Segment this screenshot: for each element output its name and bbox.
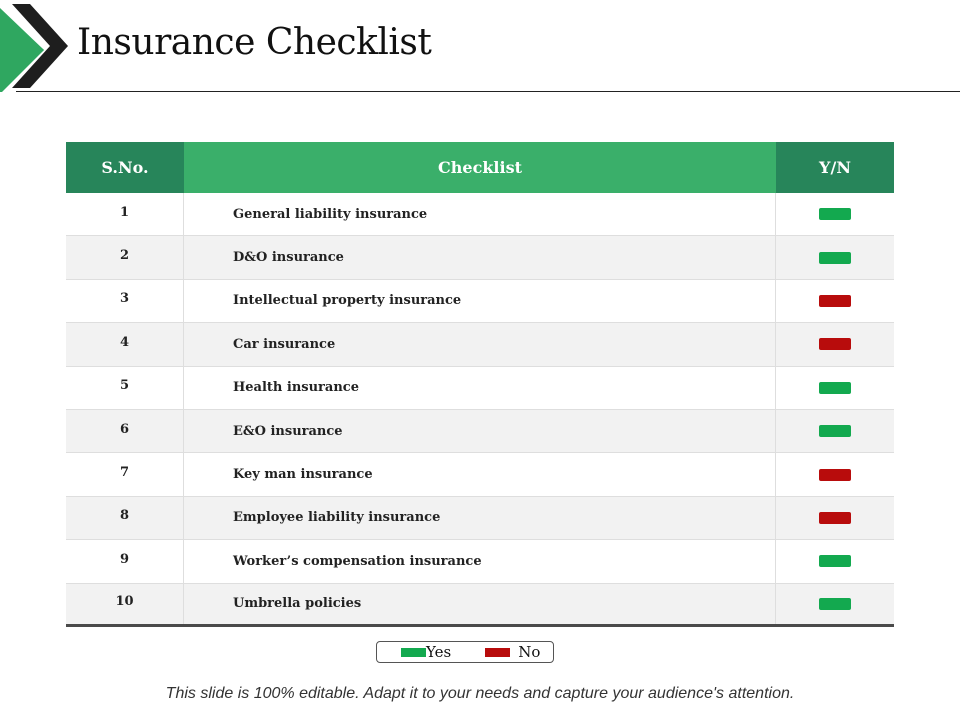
row-checklist-item: Key man insurance — [184, 453, 776, 495]
table-row — [66, 584, 894, 627]
header-checklist: Checklist — [184, 142, 776, 193]
status-yes-indicator — [819, 598, 851, 610]
table-row — [66, 497, 894, 540]
row-sno: 6 — [66, 410, 184, 452]
status-no-indicator — [819, 469, 851, 481]
row-sno: 7 — [66, 453, 184, 495]
status-no-indicator — [819, 338, 851, 350]
table-row — [66, 453, 894, 496]
row-checklist-item: Intellectual property insurance — [184, 280, 776, 322]
status-no-indicator — [819, 295, 851, 307]
row-checklist-item: E&O insurance — [184, 410, 776, 452]
table-header — [66, 142, 894, 193]
row-checklist-item: D&O insurance — [184, 236, 776, 278]
status-yes-indicator — [819, 208, 851, 220]
table-row — [66, 236, 894, 279]
status-yes-indicator — [819, 425, 851, 437]
row-status-cell — [776, 584, 894, 624]
row-sno: 1 — [66, 193, 184, 235]
header-yn: Y/N — [776, 142, 894, 193]
row-sno: 9 — [66, 540, 184, 582]
row-checklist-item: Umbrella policies — [184, 584, 776, 624]
legend-yes — [401, 643, 451, 661]
legend-no-label: No — [518, 643, 541, 661]
row-status-cell — [776, 453, 894, 495]
row-status-cell — [776, 280, 894, 322]
table-body — [66, 193, 894, 627]
row-status-cell — [776, 367, 894, 409]
row-status-cell — [776, 323, 894, 365]
table-row — [66, 540, 894, 583]
row-sno: 8 — [66, 497, 184, 539]
status-yes-indicator — [819, 252, 851, 264]
title-divider — [16, 91, 960, 92]
row-status-cell — [776, 497, 894, 539]
row-sno: 5 — [66, 367, 184, 409]
row-checklist-item: Employee liability insurance — [184, 497, 776, 539]
row-status-cell — [776, 540, 894, 582]
status-yes-indicator — [819, 555, 851, 567]
row-status-cell — [776, 193, 894, 235]
row-status-cell — [776, 236, 894, 278]
footer-note: This slide is 100% editable. Adapt it to your needs and capture your audience's attention. — [165, 685, 795, 702]
row-checklist-item: Health insurance — [184, 367, 776, 409]
table-row — [66, 193, 894, 236]
row-sno: 10 — [66, 584, 184, 624]
table-row — [66, 323, 894, 366]
row-sno: 2 — [66, 236, 184, 278]
status-no-indicator — [819, 512, 851, 524]
legend-yes-label: Yes — [426, 643, 452, 661]
chevron-arrow-icon — [0, 0, 70, 92]
row-sno: 4 — [66, 323, 184, 365]
status-yes-indicator — [819, 382, 851, 394]
page-title: Insurance Checklist — [77, 22, 432, 63]
row-sno: 3 — [66, 280, 184, 322]
legend-no-swatch — [485, 648, 510, 657]
table-row — [66, 280, 894, 323]
row-checklist-item: General liability insurance — [184, 193, 776, 235]
row-checklist-item: Worker’s compensation insurance — [184, 540, 776, 582]
table-row — [66, 410, 894, 453]
legend — [376, 641, 554, 663]
header-sno: S.No. — [66, 142, 184, 193]
row-checklist-item: Car insurance — [184, 323, 776, 365]
row-status-cell — [776, 410, 894, 452]
legend-no — [485, 643, 540, 661]
legend-yes-swatch — [401, 648, 426, 657]
checklist-table — [66, 142, 894, 627]
table-row — [66, 367, 894, 410]
